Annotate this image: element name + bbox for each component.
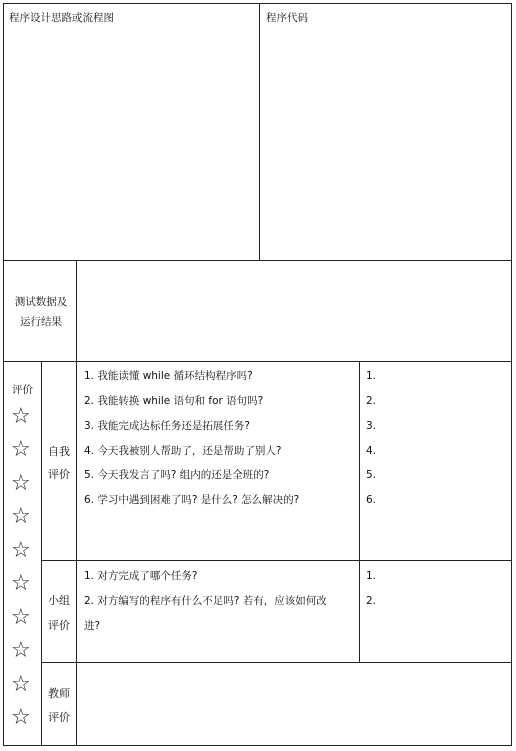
- design-label: 程序设计思路或流程图: [9, 12, 114, 24]
- group-question: 2. 对方编写的程序有什么不足吗? 若有，应该如何改: [84, 595, 327, 607]
- border-bottom: [3, 745, 512, 746]
- border-right: [511, 3, 512, 746]
- divider-row2: [3, 361, 512, 362]
- self-question: 4. 今天我被别人帮助了，还是帮助了别人?: [84, 445, 282, 457]
- star-icon: ☆: [11, 471, 31, 496]
- group-question: 1. 对方完成了哪个任务?: [84, 570, 198, 582]
- group-eval-label-line2: 评价: [48, 619, 70, 632]
- divider-eval-answers: [359, 361, 360, 663]
- self-question: 1. 我能读懂 while 循环结构程序吗?: [84, 370, 253, 382]
- self-answer: 2.: [366, 395, 377, 407]
- star-icon: ☆: [11, 571, 31, 596]
- self-answer: 3.: [366, 420, 377, 432]
- teacher-eval-label-line1: 教师: [48, 687, 70, 700]
- self-question: 6. 学习中遇到困难了吗? 是什么? 怎么解决的?: [84, 494, 300, 506]
- star-icon: ☆: [11, 605, 31, 630]
- divider-design-code: [259, 3, 260, 261]
- star-icon: ☆: [11, 404, 31, 429]
- divider-test: [76, 260, 77, 362]
- star-icon: ☆: [11, 705, 31, 730]
- star-icon: ☆: [11, 538, 31, 563]
- test-label-line2: 运行结果: [20, 316, 62, 328]
- star-icon: ☆: [11, 638, 31, 663]
- star-icon: ☆: [11, 437, 31, 462]
- self-answer: 5.: [366, 469, 377, 481]
- self-eval-label-line1: 自我: [48, 445, 70, 458]
- divider-group-teacher: [41, 662, 512, 663]
- evaluation-label: 评价: [12, 384, 33, 396]
- divider-self-group: [41, 560, 512, 561]
- divider-row1: [3, 260, 512, 261]
- self-answer: 1.: [366, 370, 377, 382]
- teacher-eval-label-line2: 评价: [48, 711, 70, 724]
- self-eval-label-line2: 评价: [48, 468, 70, 481]
- code-label: 程序代码: [266, 12, 308, 24]
- group-answer: 2.: [366, 595, 377, 607]
- self-question: 5. 今天我发言了吗? 组内的还是全班的?: [84, 469, 270, 481]
- self-question: 3. 我能完成达标任务还是拓展任务?: [84, 420, 250, 432]
- self-question: 2. 我能转换 while 语句和 for 语句吗?: [84, 395, 264, 407]
- self-answer: 4.: [366, 445, 377, 457]
- border-top: [3, 3, 512, 4]
- test-label-line1: 测试数据及: [14, 296, 68, 308]
- border-left: [3, 3, 4, 746]
- star-icon: ☆: [11, 504, 31, 529]
- self-answer: 6.: [366, 494, 377, 506]
- group-eval-label-line1: 小组: [48, 594, 70, 607]
- group-question-continued: 进?: [84, 620, 101, 632]
- star-icon: ☆: [11, 672, 31, 697]
- group-answer: 1.: [366, 570, 377, 582]
